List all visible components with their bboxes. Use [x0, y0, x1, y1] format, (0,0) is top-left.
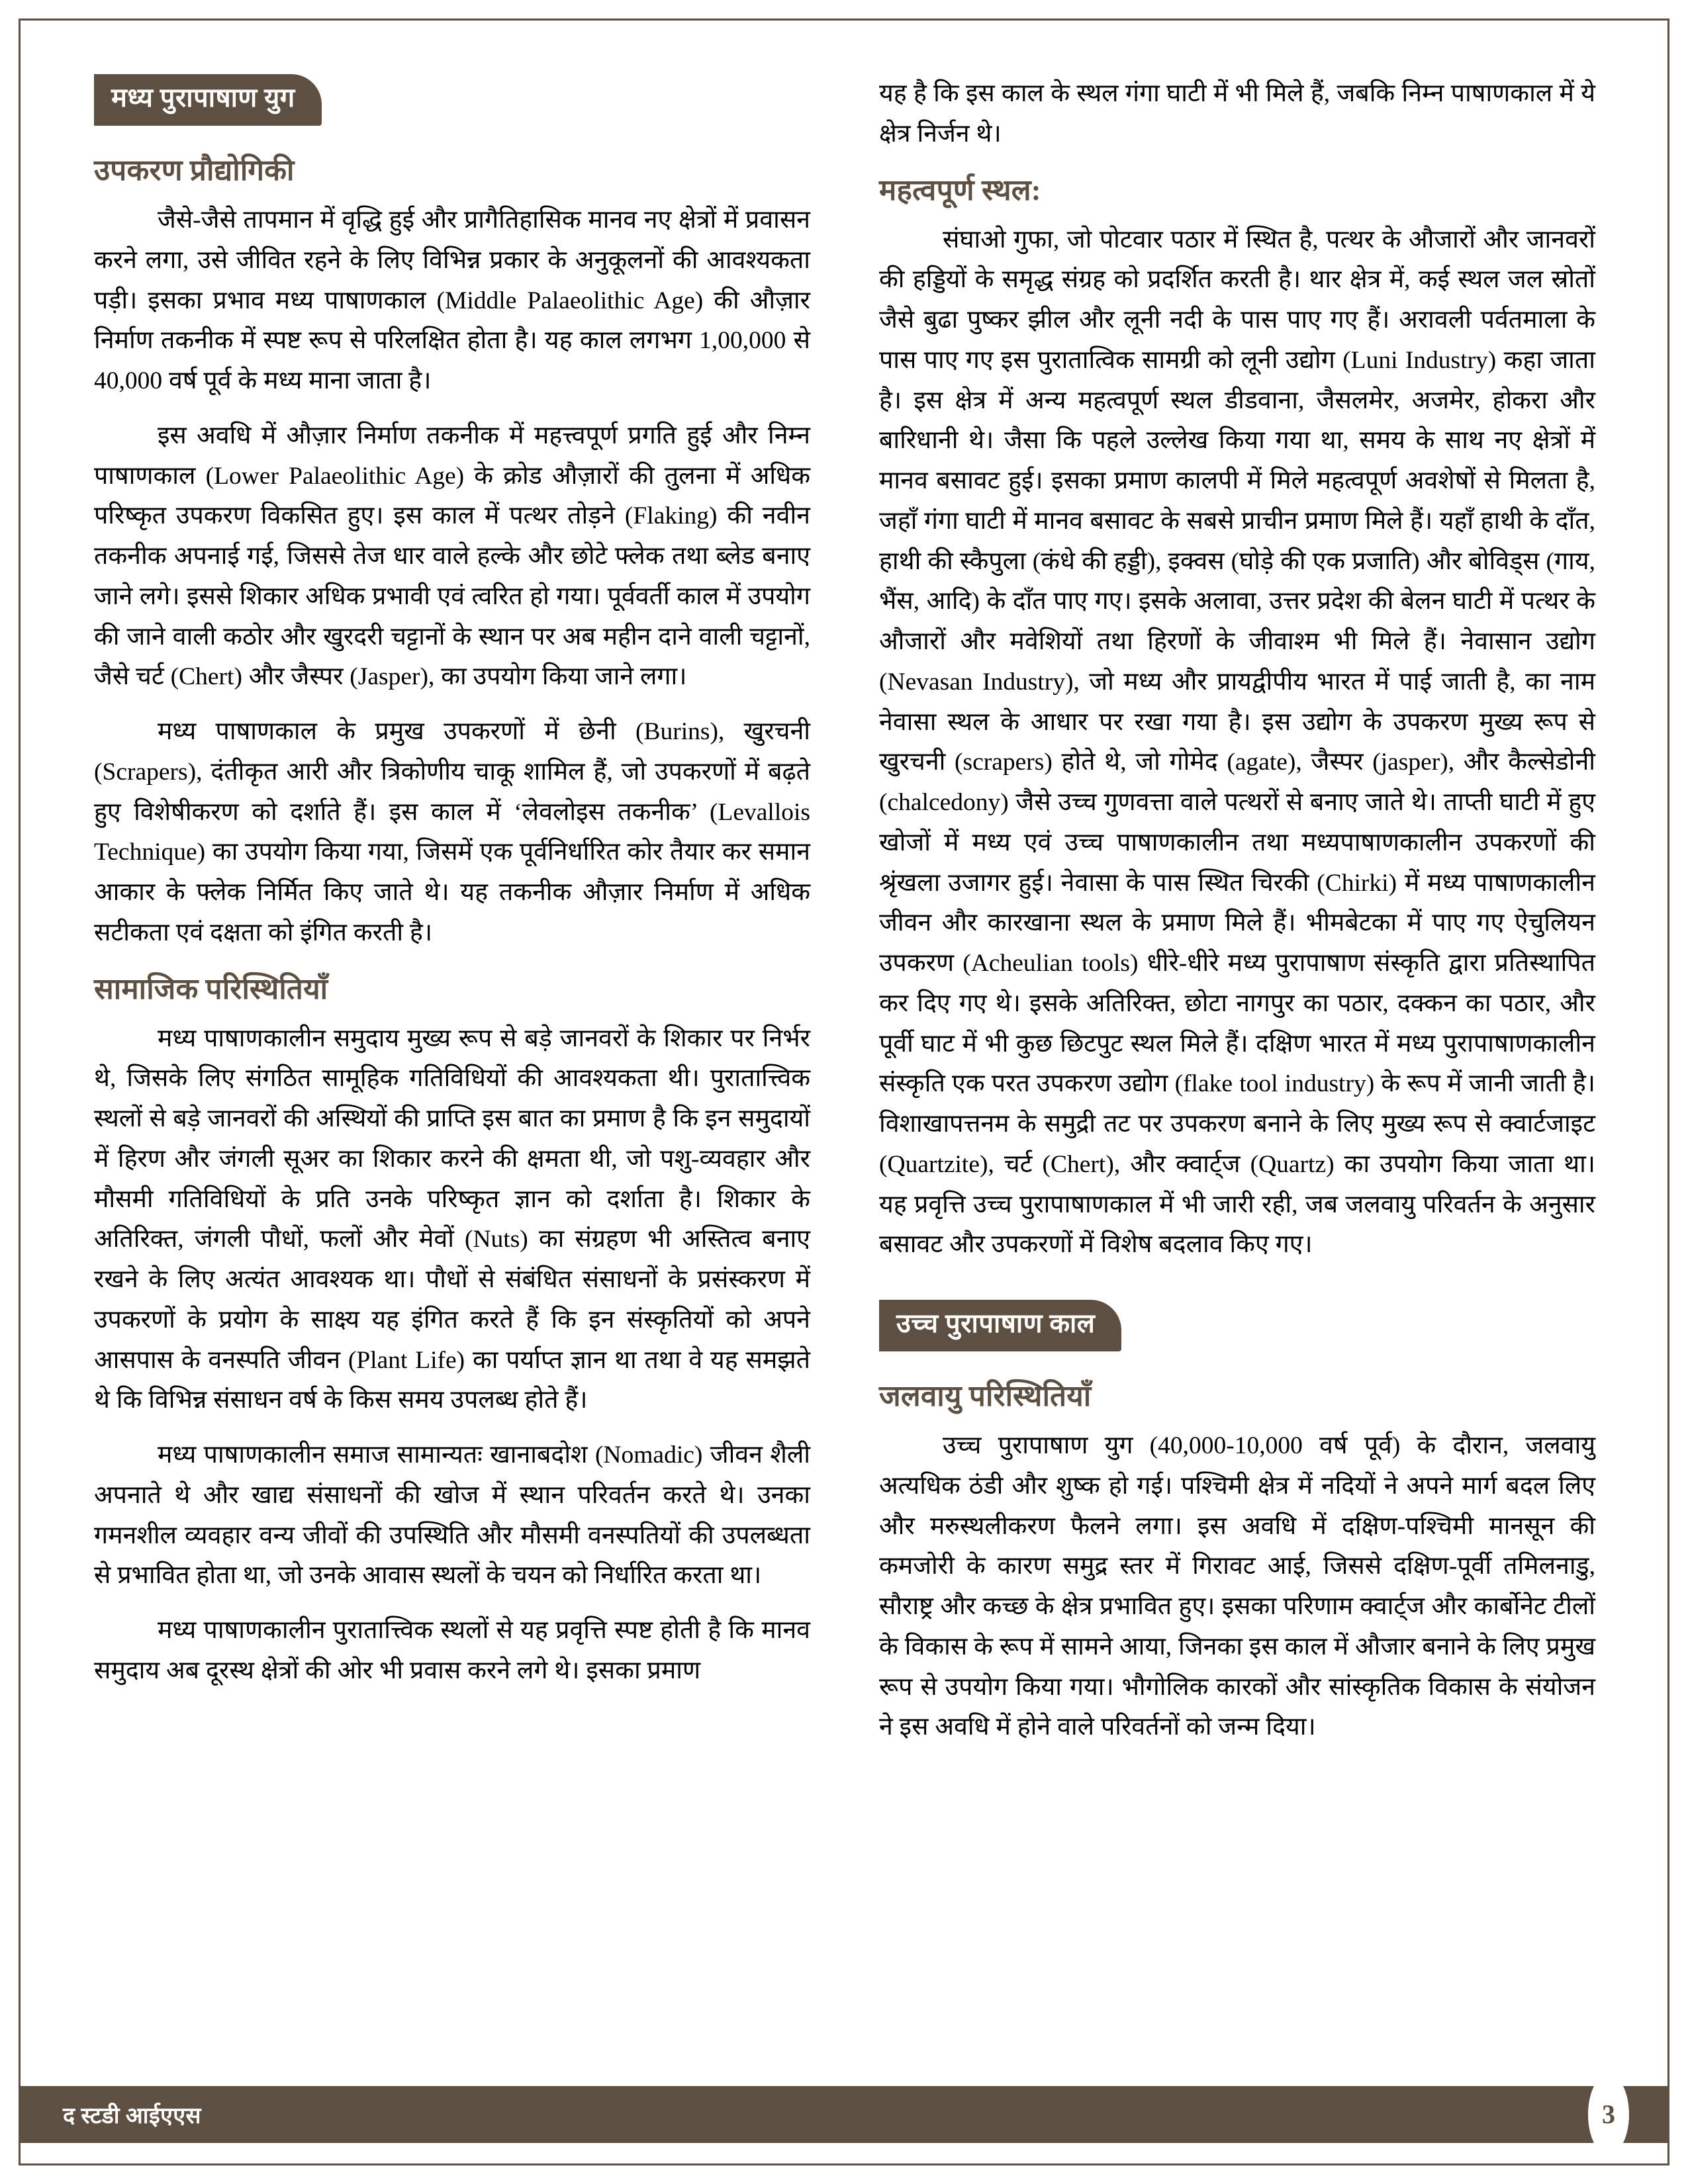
paragraph: उच्च पुरापाषाण युग (40,000-10,000 वर्ष पूर्व) के दौरान, जलवायु अत्यधिक ठंडी और शुष्क हो गई। पश्चिमी क्षेत्र में नदियों ने अपने मार्ग बदल लिए और मरुस्थलीकरण फैलने लगा। इस अवधि में दक्षिण-पश्चिमी मानसून की कमजोरी के कारण समुद्र स्तर में गिरावट आई, जिससे दक्षिण-पूर्वी तमिलनाडु, सौराष्ट्र और कच्छ के क्षेत्र प्रभावित हुए। इसका परिणाम क्वार्ट्ज और कार्बोनेट टीलों के विकास के रूप में सामने आया, जिनका इस काल में औजार बनाने के लिए प्रमुख रूप से उपयोग किया गया। भौगोलिक कारकों और सांस्कृतिक विकास के संयोजन ने इस अवधि में होने वाले परिवर्तनों को जन्म दिया। — [879, 1432, 1595, 1741]
paragraph: मध्य पाषाणकालीन समुदाय मुख्य रूप से बड़े जानवरों के शिकार पर निर्भर थे, जिसके लिए संगठित सामूहिक गतिविधियों की आवश्यकता थी। पुरातात्त्विक स्थलों से बड़े जानवरों की अस्थियों की प्राप्ति इस बात का प्रमाण है कि इन समुदायों में हिरण और जंगली सूअर का शिकार करने की क्षमता थी, जो पशु-व्यवहार और मौसमी गतिविधियों के प्रति उनके परिष्कृत ज्ञान को दर्शाता है। शिकार के अतिरिक्त, जंगली पौधों, फलों और मेवों (Nuts) का संग्रहण भी अस्तित्व बनाए रखने के लिए अत्यंत आवश्यक था। पौधों से संबंधित संसाधनों के प्रसंस्करण में उपकरणों के प्रयोग के साक्ष्य यह इंगित करते हैं कि इन संस्कृतियों को अपने आसपास के वनस्पति जीवन (Plant Life) का पर्याप्त ज्ञान था तथा वे यह समझते थे कि विभिन्न संसाधन वर्ष के किस समय उपलब्ध होते हैं। — [94, 1024, 810, 1414]
paragraph: जैसे-जैसे तापमान में वृद्धि हुई और प्रागैतिहासिक मानव नए क्षेत्रों में प्रवासन करने लगा, उसे जीवित रहने के लिए विभिन्न प्रकार के अनुकूलनों की आवश्यकता पड़ी। इसका प्रभाव मध्य पाषाणकाल (Middle Palaeolithic Age) की औज़ार निर्माण तकनीक में स्पष्ट रूप से परिलक्षित होता है। यह काल लगभग 1,00,000 से 40,000 वर्ष पूर्व के मध्य माना जाता है। — [94, 206, 810, 394]
heading-tool-technology: उपकरण प्रौद्योगिकी — [94, 154, 295, 187]
footer-bar — [21, 2086, 1667, 2143]
left-column — [94, 74, 810, 1980]
two-column-layout — [94, 74, 1597, 1980]
right-column — [879, 74, 1595, 1980]
heading-climatic-conditions: जलवायु परिस्थितियाँ — [879, 1380, 1092, 1412]
paragraph: इस अवधि में औज़ार निर्माण तकनीक में महत्त्वपूर्ण प्रगति हुई और निम्न पाषाणकाल (Lower Palaeolithic Age) के क्रोड औज़ारों की तुलना में अधिक परिष्कृत उपकरण विकसित हुए। इस काल में पत्थर तोड़ने (Flaking) की नवीन तकनीक अपनाई गई, जिससे तेज धार वाले हल्के और छोटे फ्लेक तथा ब्लेड बनाए जाने लगे। इससे शिकार अधिक प्रभावी एवं त्वरित हो गया। पूर्ववर्ती काल में उपयोग की जाने वाली कठोर और खुरदरी चट्टानों के स्थान पर अब महीन दाने वाली चट्टानों, जैसे चर्ट (Chert) और जैस्पर (Jasper), का उपयोग किया जाने लगा। — [94, 422, 810, 691]
section-banner-middle-palaeolithic: मध्य पुरापाषाण युग — [94, 74, 322, 126]
paragraph-continuation: यह है कि इस काल के स्थल गंगा घाटी में भी मिले हैं, जबकि निम्न पाषाणकाल में ये क्षेत्र निर्जन थे। — [879, 80, 1595, 148]
paragraph: संघाओ गुफा, जो पोटवार पठार में स्थित है, पत्थर के औजारों और जानवरों की हड्डियों के समृद्ध संग्रह को प्रदर्शित करती है। थार क्षेत्र में, कई स्थल जल स्रोतों जैसे बुढा पुष्कर झील और लूनी नदी के पास पाए गए हैं। अरावली पर्वतमाला के पास पाए गए इस पुरातात्विक सामग्री को लूनी उद्योग (Luni Industry) कहा जाता है। इस क्षेत्र में अन्य महत्वपूर्ण स्थल डीडवाना, जैसलमेर, अजमेर, होकरा और बारिधानी थे। जैसा कि पहले उल्लेख किया गया था, समय के साथ नए क्षेत्रों में मानव बसावट हुई। इसका प्रमाण कालपी में मिले महत्वपूर्ण अवशेषों से मिलता है, जहाँ गंगा घाटी में मानव बसावट के सबसे प्राचीन प्रमाण मिले हैं। यहाँ हाथी के दाँत, हाथी की स्कैपुला (कंधे की हड्डी), इक्वस (घोड़े की एक प्रजाति) और बोविड्स (गाय, भैंस, आदि) के दाँत पाए गए। इसके अलावा, उत्तर प्रदेश की बेलन घाटी में पत्थर के औजारों और मवेशियों तथा हिरणों के जीवाश्म भी मिले हैं। नेवासान उद्योग (Nevasan Industry), जो मध्य और प्रायद्वीपीय भारत में पाई जाती है, का नाम नेवासा स्थल के आधार पर रखा गया है। इस उद्योग के उपकरण मुख्य रूप से खुरचनी (scrapers) होते थे, जो गोमेद (agate), जैस्पर (jasper), और कैल्सेडोनी (chalcedony) जैसे उच्च गुणवत्ता वाले पत्थरों से बनाए जाते थे। ताप्ती घाटी में हुए खोजों में मध्य एवं उच्च पाषाणकालीन तथा मध्यपाषाणकालीन उपकरणों की श्रृंखला उजागर हुई। नेवासा के पास स्थित चिरकी (Chirki) में मध्य पाषाणकालीन जीवन और कारखाना स्थल के प्रमाण मिले हैं। भीमबेटका में पाए गए ऐचुलियन उपकरण (Acheulian tools) धीरे-धीरे मध्य पुरापाषाण संस्कृति द्वारा प्रतिस्थापित कर दिए गए थे। इसके अतिरिक्त, छोटा नागपुर का पठार, दक्कन का पठार, और पूर्वी घाट में भी कुछ छिटपुट स्थल मिले हैं। दक्षिण भारत में मध्य पुरापाषाणकालीन संस्कृति एक परत उपकरण उद्योग (flake tool industry) के रूप में जानी जाती है। विशाखापत्तनम के समुद्री तट पर उपकरण बनाने के लिए मुख्य रूप से क्वार्टजाइट (Quartzite), चर्ट (Chert), और क्वार्ट्ज (Quartz) का उपयोग किया जाता था। यह प्रवृत्ति उच्च पुरापाषाणकाल में भी जारी रही, जब जलवायु परिवर्तन के अनुसार बसावट और उपकरणों में विशेष बदलाव किए गए। — [879, 226, 1595, 1259]
paragraph: मध्य पाषाणकाल के प्रमुख उपकरणों में छेनी (Burins), खुरचनी (Scrapers), दंतीकृत आरी और त्रिकोणीय चाकू शामिल हैं, जो उपकरणों में बढ़ते हुए विशेषीकरण को दर्शाते हैं। इस काल में ‘लेवलोइस तकनीक’ (Levallois Technique) का उपयोग किया गया, जिसमें एक पूर्वनिर्धारित कोर तैयार कर समान आकार के फ्लेक निर्मित किए जाते थे। यह तकनीक औज़ार निर्माण में अधिक सटीकता एवं दक्षता को इंगित करती है। — [94, 718, 810, 946]
footer-brand-label: द स्टडी आईएएस — [63, 2104, 201, 2128]
page-number-label: 3 — [1602, 2099, 1615, 2129]
section-banner-upper-palaeolithic: उच्च पुरापाषाण काल — [879, 1300, 1121, 1351]
heading-important-sites: महत्वपूर्ण स्थल: — [879, 173, 1041, 206]
paragraph: मध्य पाषाणकालीन पुरातात्त्विक स्थलों से यह प्रवृत्ति स्पष्ट होती है कि मानव समुदाय अब दूरस्थ क्षेत्रों की ओर भी प्रवास करने लगे थे। इसका प्रमाण — [94, 1617, 810, 1684]
page-number-badge — [1588, 2074, 1629, 2155]
paragraph: मध्य पाषाणकालीन समाज सामान्यतः खानाबदोश (Nomadic) जीवन शैली अपनाते थे और खाद्य संसाधनों की खोज में स्थान परिवर्तन करते थे। उनका गमनशील व्यवहार वन्य जीवों की उपस्थिति और मौसमी वनस्पतियों की उपलब्धता से प्रभावित होता था, जो उनके आवास स्थलों के चयन को निर्धारित करता था। — [94, 1441, 810, 1590]
heading-social-conditions: सामाजिक परिस्थितियाँ — [94, 972, 328, 1005]
